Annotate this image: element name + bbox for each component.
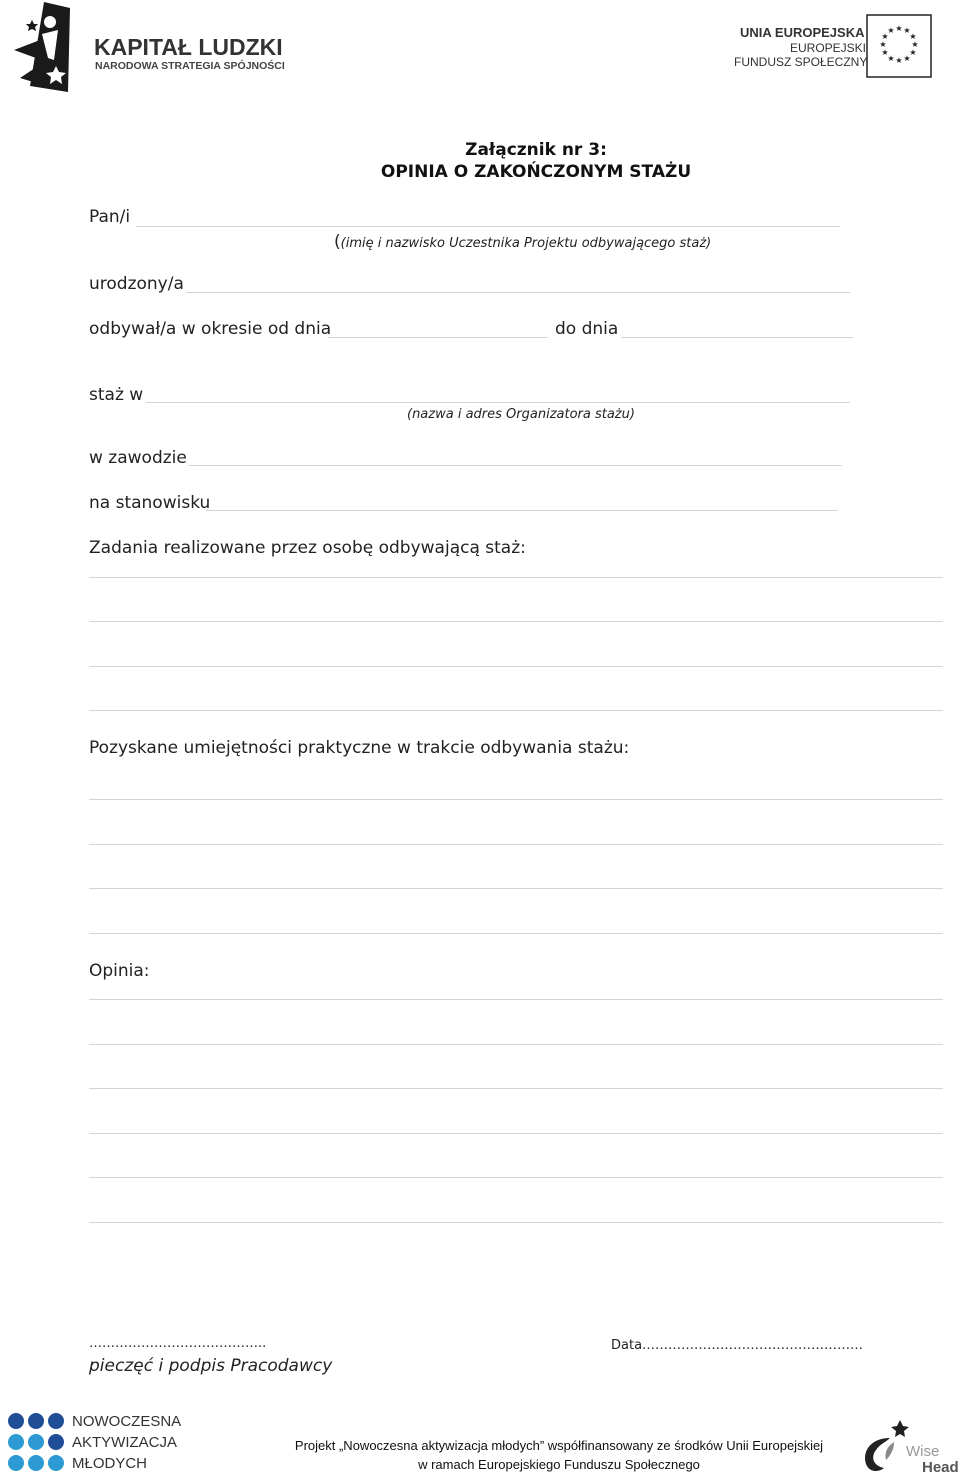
opinia-line[interactable]: [89, 1177, 943, 1178]
svg-text:★: ★: [903, 26, 911, 35]
zadania-line[interactable]: [89, 710, 943, 711]
urodzony-line[interactable]: [186, 292, 850, 293]
opinia-line[interactable]: [89, 999, 943, 1000]
stanowisko-line[interactable]: [206, 510, 838, 511]
nam-line2: AKTYWIZACJA: [72, 1434, 178, 1451]
zadania-line[interactable]: [89, 577, 943, 578]
signature-label: pieczęć i podpis Pracodawcy: [89, 1356, 333, 1376]
umiejetnosci-line[interactable]: [89, 799, 943, 800]
eu-flag-icon: [866, 14, 932, 78]
nam-dot-icon: [48, 1413, 64, 1429]
opinia-line[interactable]: [89, 1088, 943, 1089]
pan-name-line[interactable]: [136, 226, 840, 227]
opinia-line[interactable]: [89, 1044, 943, 1045]
svg-text:★: ★: [881, 32, 889, 41]
svg-text:★: ★: [881, 48, 889, 57]
svg-text:★: ★: [887, 54, 895, 63]
nam-dot-icon: [28, 1413, 44, 1429]
umiejetnosci-line[interactable]: [89, 933, 943, 934]
signature-dots[interactable]: …………………………………..: [89, 1336, 267, 1351]
pan-hint: ((imię i nazwisko Uczestnika Projektu odbywającego staż): [334, 232, 712, 252]
nam-line1: NOWOCZESNA: [72, 1413, 182, 1430]
staz-label: staż w: [89, 385, 144, 405]
zawod-label: w zawodzie: [89, 448, 187, 468]
eu-logo-line1: UNIA EUROPEJSKA: [740, 25, 865, 40]
zadania-heading: Zadania realizowane przez osobę odbywającą staż:: [89, 538, 526, 558]
document-title: OPINIA O ZAKOŃCZONYM STAŻU: [380, 162, 692, 182]
svg-text:★: ★: [903, 54, 911, 63]
umiejetnosci-line[interactable]: [89, 844, 943, 845]
nam-dot-icon: [8, 1413, 24, 1429]
date-field[interactable]: Data……………………………………………: [611, 1338, 864, 1353]
svg-text:★: ★: [895, 24, 903, 33]
zadania-line[interactable]: [89, 621, 943, 622]
opinia-line[interactable]: [89, 1222, 943, 1223]
do-dnia-label: do dnia: [555, 319, 619, 339]
opinia-heading: Opinia:: [89, 961, 150, 981]
pan-hint-text: (imię i nazwisko Uczestnika Projektu odbywającego staż): [340, 236, 712, 251]
attachment-number: Załącznik nr 3:: [465, 140, 607, 160]
wise-head-emblem-icon: [860, 1416, 912, 1474]
opinia-line[interactable]: [89, 1133, 943, 1134]
svg-text:★: ★: [909, 48, 917, 57]
umiejetnosci-heading: Pozyskane umiejętności praktyczne w trakcie odbywania stażu:: [89, 738, 630, 758]
project-line1: Projekt „Nowoczesna aktywizacja młodych” współfinansowany ze środków Unii Europejskiej: [294, 1438, 824, 1453]
stanowisko-label: na stanowisku: [89, 493, 211, 513]
pan-label: Pan/i: [89, 207, 131, 227]
umiejetnosci-line[interactable]: [89, 888, 943, 889]
kapital-ludzki-emblem-icon: [10, 0, 74, 96]
zadania-line[interactable]: [89, 666, 943, 667]
wise-text: Wise: [906, 1443, 940, 1460]
svg-text:★: ★: [879, 40, 887, 49]
eu-logo-line3: FUNDUSZ SPOŁECZNY: [734, 55, 868, 69]
kapital-ludzki-title: KAPITAŁ LUDZKI: [94, 34, 283, 60]
svg-text:★: ★: [895, 56, 903, 65]
head-text: Head: [922, 1459, 959, 1476]
okres-label: odbywał/a w okresie od dnia: [89, 319, 332, 339]
od-dnia-line[interactable]: [328, 337, 548, 338]
staz-line[interactable]: [146, 402, 850, 403]
urodzony-label: urodzony/a: [89, 274, 184, 294]
project-line2: w ramach Europejskiego Funduszu Społecznego: [418, 1457, 700, 1472]
zawod-line[interactable]: [188, 465, 842, 466]
do-dnia-line[interactable]: [621, 337, 853, 338]
staz-hint: (nazwa i adres Organizatora stażu): [407, 407, 635, 422]
svg-text:★: ★: [909, 32, 917, 41]
eu-logo-line2: EUROPEJSKI: [790, 41, 867, 55]
svg-text:★: ★: [911, 40, 919, 49]
svg-text:★: ★: [887, 26, 895, 35]
kapital-ludzki-subtitle: NARODOWA STRATEGIA SPÓJNOŚCI: [95, 60, 285, 72]
nam-line3: MŁODYCH: [72, 1455, 148, 1472]
